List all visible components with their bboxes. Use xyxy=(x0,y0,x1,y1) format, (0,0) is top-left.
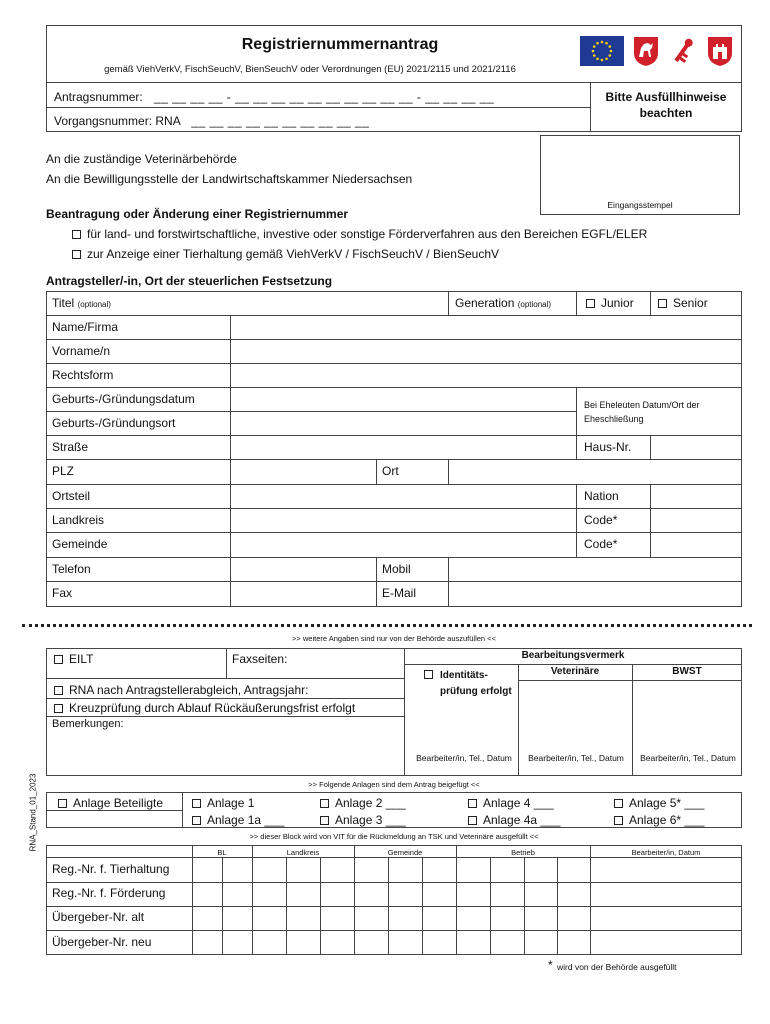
gemeinde-label: Gemeinde xyxy=(52,537,108,551)
junior-option[interactable]: Junior xyxy=(586,296,634,310)
niedersachsen-crest-icon xyxy=(632,35,660,67)
checkbox-icon[interactable] xyxy=(320,816,329,825)
applicant-heading: Antragsteller/-in, Ort der steuerlichen Festsetzung xyxy=(46,274,333,288)
anlage-1-option[interactable]: Anlage 1 xyxy=(192,796,254,810)
anlage-1a-option[interactable]: Anlage 1a ___ xyxy=(192,813,284,827)
antragsnummer-field[interactable]: __ __ __ __ - __ __ __ __ __ __ __ __ __ __ - __ __ __ __ xyxy=(154,90,495,104)
plz-label: PLZ xyxy=(52,464,75,478)
vit-note: >> dieser Block wird von VIT für die Rückmeldung an TSK und Veterinäre ausgefüllt << xyxy=(249,832,539,841)
checkbox-icon[interactable] xyxy=(614,799,623,808)
nation-label: Nation xyxy=(584,489,619,503)
bearbeitungsvermerk-label: Bearbeitungsvermerk xyxy=(521,650,625,661)
anlage-3-option[interactable]: Anlage 3 ___ xyxy=(320,813,406,827)
eu-flag-icon xyxy=(580,36,624,66)
rna-abgleich-option[interactable]: RNA nach Antragstellerabgleich, Antragsjahr: xyxy=(54,683,308,697)
fax-label: Fax xyxy=(52,586,73,600)
hint-text: Bitte Ausfüllhinweise beachten xyxy=(605,90,727,120)
generation-label: Generation (optional) xyxy=(455,296,552,310)
strasse-label: Straße xyxy=(52,440,89,454)
anlage-6-option[interactable]: Anlage 6* ___ xyxy=(614,813,704,827)
senior-option[interactable]: Senior xyxy=(658,296,708,310)
vit-col-betrieb: Betrieb xyxy=(511,848,535,857)
stamp-label: Eingangsstempel xyxy=(607,200,673,210)
recipient-lwk: An die Bewilligungsstelle der Landwirtschaftskammer Niedersachsen xyxy=(46,172,413,186)
page-title: Registriernummernantrag xyxy=(241,36,439,53)
authority-note: >> weitere Angaben sind nur von der Behörde auszufüllen << xyxy=(292,634,496,643)
mobil-label: Mobil xyxy=(382,562,411,576)
anlage-beteiligte-option[interactable]: Anlage Beteiligte xyxy=(58,796,163,810)
checkbox-icon[interactable] xyxy=(658,299,667,308)
checkbox-icon[interactable] xyxy=(54,686,63,695)
bremen-key-icon xyxy=(668,35,698,67)
telefon-label: Telefon xyxy=(52,562,91,576)
anlage-4-option[interactable]: Anlage 4 ___ xyxy=(468,796,554,810)
vit-col-bl: BL xyxy=(217,848,227,857)
recipient-vet: An die zuständige Veterinärbehörde xyxy=(46,152,237,166)
footnote-star: * xyxy=(548,958,553,972)
bearbeiter-bwst: Bearbeiter/in, Tel., Datum xyxy=(640,753,736,763)
checkbox-icon[interactable] xyxy=(54,704,63,713)
vit-col-gemeinde: Gemeinde xyxy=(387,848,423,857)
landkreis-label: Landkreis xyxy=(52,513,105,527)
rechtsform-label: Rechtsform xyxy=(52,368,114,382)
geburtsdatum-label: Geburts-/Gründungsdatum xyxy=(52,392,195,406)
ort-label: Ort xyxy=(382,464,399,478)
checkbox-icon[interactable] xyxy=(468,799,477,808)
vit-col-bearbeiter: Bearbeiter/in, Datum xyxy=(631,848,701,857)
authority-divider xyxy=(22,624,752,627)
page-subtitle: gemäß ViehVerkV, FischSeuchV, BienSeuchV oder Verordnungen (EU) 2021/2115 und 2021/2116 xyxy=(104,64,516,75)
option-foerderung[interactable]: für land- und forstwirtschaftliche, investive oder sonstige Förderverfahren aus den Bereichen EGFL/ELER xyxy=(72,227,647,241)
kreuzpruefung-option[interactable]: Kreuzprüfung durch Ablauf Rückäußerungsfrist erfolgt xyxy=(54,701,355,715)
email-label: E-Mail xyxy=(382,586,417,600)
checkbox-icon[interactable] xyxy=(586,299,595,308)
ortsteil-label: Ortsteil xyxy=(52,489,91,503)
vit-col-landkreis: Landkreis xyxy=(286,848,320,857)
checkbox-icon[interactable] xyxy=(58,799,67,808)
geburtsort-label: Geburts-/Gründungsort xyxy=(52,416,176,430)
vit-row-foerderung: Reg.-Nr. f. Förderung xyxy=(52,886,166,900)
vorgangsnummer-label: Vorgangsnummer: RNA xyxy=(54,114,181,128)
vorname-label: Vorname/n xyxy=(52,344,111,358)
checkbox-icon[interactable] xyxy=(192,799,201,808)
titel-label: Titel (optional) xyxy=(52,296,111,310)
bemerkungen-label: Bemerkungen: xyxy=(52,718,124,730)
checkbox-icon[interactable] xyxy=(614,816,623,825)
faxseiten-label: Faxseiten: xyxy=(232,652,288,666)
vit-row-uebergeber-alt: Übergeber-Nr. alt xyxy=(52,910,145,924)
bwst-label: BWST xyxy=(672,666,702,677)
vorgangsnummer-field[interactable]: __ __ __ __ __ __ __ __ __ __ xyxy=(191,114,370,128)
hamburg-crest-icon xyxy=(706,35,734,67)
ehe-note: Bei Eheleuten Datum/Ort der Eheschließung xyxy=(584,400,700,424)
checkbox-icon[interactable] xyxy=(192,816,201,825)
bearbeiter-veterinaere: Bearbeiter/in, Tel., Datum xyxy=(528,753,624,763)
footnote-text: wird von der Behörde ausgefüllt xyxy=(557,962,677,972)
anlage-5-option[interactable]: Anlage 5* ___ xyxy=(614,796,704,810)
bearbeiter-identitaet: Bearbeiter/in, Tel., Datum xyxy=(416,753,512,763)
vit-row-uebergeber-neu: Übergeber-Nr. neu xyxy=(52,935,152,949)
hausnr-label: Haus-Nr. xyxy=(584,440,632,454)
antragsnummer-label: Antragsnummer: xyxy=(54,90,143,104)
anlagen-note: >> Folgende Anlagen sind dem Antrag beigefügt << xyxy=(308,780,480,789)
checkbox-icon[interactable] xyxy=(72,230,81,239)
code1-label: Code* xyxy=(584,513,618,527)
vit-row-tierhaltung: Reg.-Nr. f. Tierhaltung xyxy=(52,862,170,876)
anlage-2-option[interactable]: Anlage 2 ___ xyxy=(320,796,406,810)
veterinaere-label: Veterinäre xyxy=(550,666,600,677)
checkbox-icon[interactable] xyxy=(320,799,329,808)
checkbox-icon[interactable] xyxy=(54,655,63,664)
identitaet-label: Identitäts-prüfung erfolgt xyxy=(440,670,512,697)
name-label: Name/Firma xyxy=(52,320,119,334)
anlage-4a-option[interactable]: Anlage 4a ___ xyxy=(468,813,560,827)
eilt-option[interactable]: EILT xyxy=(54,652,93,666)
checkbox-icon[interactable] xyxy=(468,816,477,825)
code2-label: Code* xyxy=(584,537,618,551)
beantragung-heading: Beantragung oder Änderung einer Registriernummer xyxy=(46,207,349,221)
version-stamp: RNA_Stand_01_2023 xyxy=(28,773,38,852)
option-tierhaltung[interactable]: zur Anzeige einer Tierhaltung gemäß ViehVerkV / FischSeuchV / BienSeuchV xyxy=(72,247,499,261)
checkbox-icon[interactable] xyxy=(72,250,81,259)
